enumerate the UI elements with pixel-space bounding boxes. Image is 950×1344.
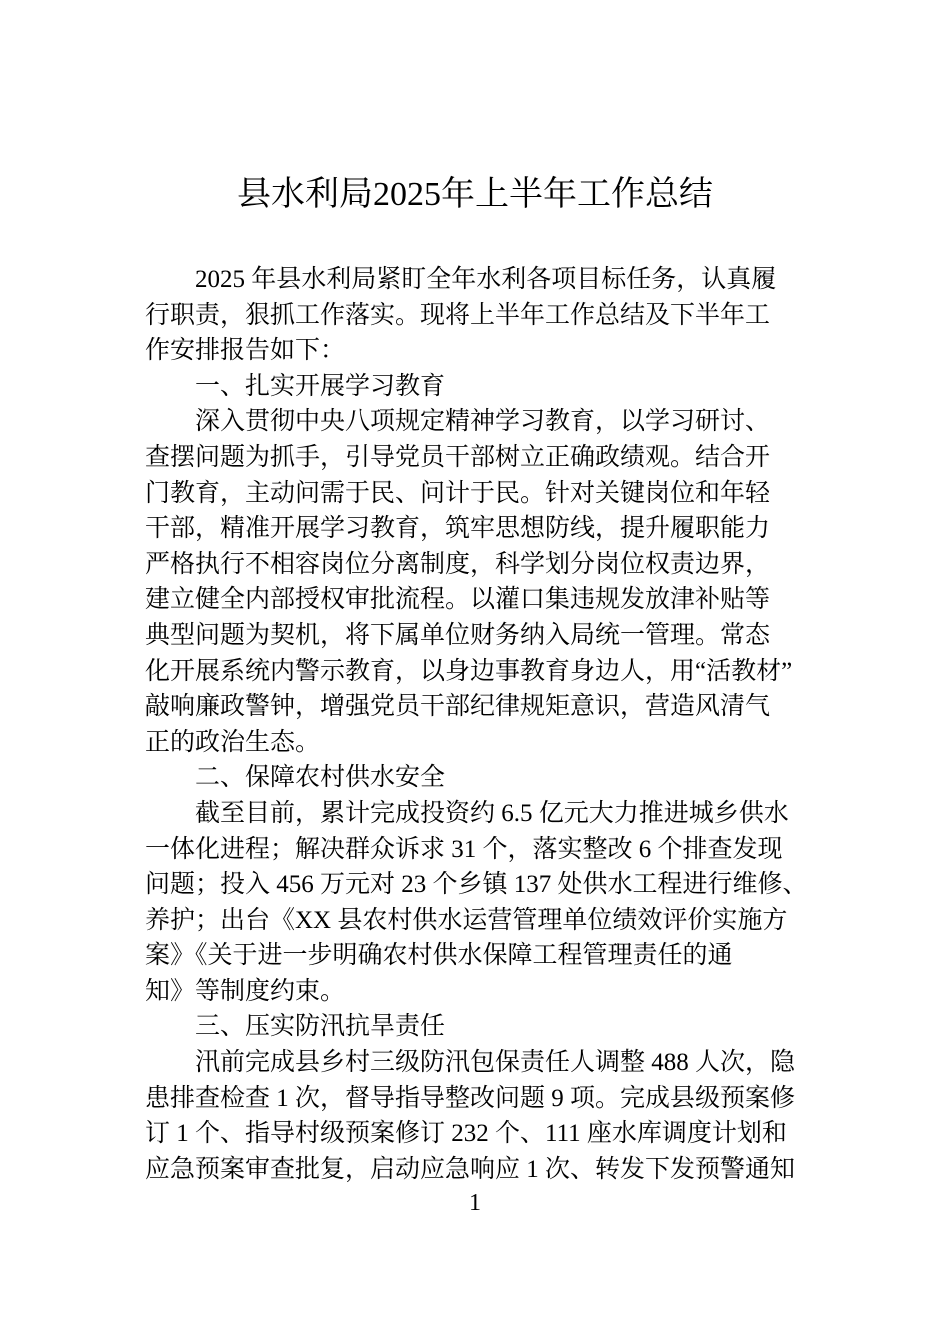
body-line: 一体化进程；解决群众诉求 31 个，落实整改 6 个排查发现 (145, 835, 783, 863)
body-line: 正的政治生态。 (145, 728, 321, 756)
body-line: 知》等制度约束。 (145, 977, 346, 1005)
body-line: 建立健全内部授权审批流程。以灌口集违规发放津补贴等 (145, 586, 771, 614)
body-line: 一、扎实开展学习教育 (195, 372, 446, 400)
document-title: 县水利局2025年上半年工作总结 (237, 176, 713, 213)
body-line: 三、压实防汛抗旱责任 (195, 1013, 446, 1041)
body-line: 深入贯彻中央八项规定精神学习教育，以学习研讨、 (195, 408, 771, 436)
body-line: 问题；投入 456 万元对 23 个乡镇 137 处供水工程进行维修、 (145, 871, 808, 899)
body-line: 敲响廉政警钟，增强党员干部纪律规矩意识，营造风清气 (145, 693, 771, 721)
body-line: 化开展系统内警示教育，以身边事教育身边人，用“活教材” (145, 657, 793, 685)
body-line: 干部，精准开展学习教育，筑牢思想防线，提升履职能力 (145, 515, 771, 543)
body-line: 典型问题为契机，将下属单位财务纳入局统一管理。常态 (145, 621, 771, 649)
body-line: 养护；出台《XX 县农村供水运营管理单位绩效评价实施方 (145, 906, 788, 934)
body-line: 查摆问题为抓手，引导党员干部树立正确政绩观。结合开 (145, 443, 771, 471)
body-line: 二、保障农村供水安全 (195, 764, 446, 792)
body-line: 患排查检查 1 次，督导指导整改问题 9 项。完成县级预案修 (145, 1084, 796, 1112)
body-line: 2025 年县水利局紧盯全年水利各项目标任务，认真履 (195, 266, 777, 293)
body-line: 汛前完成县乡村三级防汛包保责任人调整 488 人次，隐 (195, 1049, 796, 1077)
body-line: 门教育，主动问需于民、问计于民。针对关键岗位和年轻 (145, 479, 771, 507)
body-line: 作安排报告如下： (145, 337, 346, 365)
body-line: 应急预案审查批复，启动应急响应 1 次、转发下发预警通知 (145, 1155, 796, 1183)
body-line: 行职责，狠抓工作落实。现将上半年工作总结及下半年工 (145, 301, 771, 329)
body-line: 订 1 个、指导村级预案修订 232 个、111 座水库调度计划和 (145, 1120, 787, 1148)
document-body (145, 262, 807, 1187)
body-line: 截至目前，累计完成投资约 6.5 亿元大力推进城乡供水 (195, 799, 789, 827)
body-line: 案》《关于进一步明确农村供水保障工程管理责任的通 (145, 942, 733, 970)
page-number: 1 (469, 1190, 481, 1216)
body-line: 严格执行不相容岗位分离制度，科学划分岗位权责边界， (145, 550, 771, 578)
